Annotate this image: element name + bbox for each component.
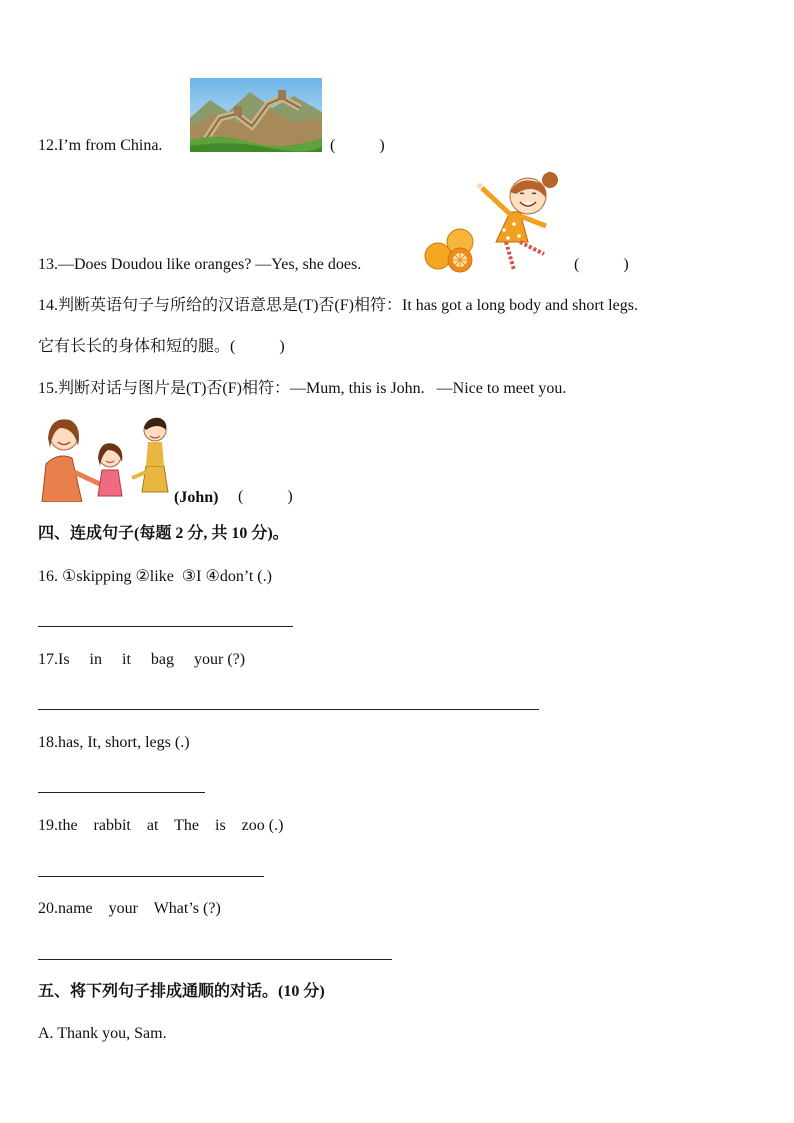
question-18-text: 18.has, It, short, legs (.)	[38, 734, 190, 751]
question-19-answer-line[interactable]	[38, 876, 264, 877]
question-14-text-line2[interactable]: 它有长长的身体和短的腿。( )	[38, 338, 285, 355]
question-17-answer-line[interactable]	[38, 709, 539, 710]
question-13-answer-parentheses[interactable]: ( )	[574, 256, 629, 273]
question-15-caption: (John)	[174, 489, 219, 506]
dialogue-sentence-a: A. Thank you, Sam.	[38, 1025, 167, 1042]
section-5-heading: 五、将下列句子排成通顺的对话。(10 分)	[38, 983, 325, 1000]
question-12-answer-parentheses[interactable]: ( )	[330, 137, 385, 154]
question-19-text: 19.the rabbit at The is zoo (.)	[38, 817, 284, 834]
section-4-heading: 四、连成句子(每题 2 分, 共 10 分)。	[38, 525, 289, 542]
question-18-answer-line[interactable]	[38, 792, 205, 793]
great-wall-picture	[190, 78, 322, 152]
question-14-text-line1: 14.判断英语句子与所给的汉语意思是(T)否(F)相符：It has got a long body and short legs.	[38, 297, 638, 314]
question-16-text: 16. ①skipping ②like ③I ④don’t (.)	[38, 568, 272, 585]
question-13-text: 13.—Does Doudou like oranges? —Yes, she does.	[38, 256, 362, 273]
question-15-answer-parentheses[interactable]: ( )	[238, 488, 293, 505]
question-20-text: 20.name your What’s (?)	[38, 900, 221, 917]
family-introduction-picture	[38, 412, 176, 502]
girl-with-oranges-picture	[424, 168, 566, 274]
question-12-text: 12.I’m from China.	[38, 137, 163, 154]
question-16-answer-line[interactable]	[38, 626, 293, 627]
question-17-text: 17.Is in it bag your (?)	[38, 651, 246, 668]
question-20-answer-line[interactable]	[38, 959, 392, 960]
question-15-text: 15.判断对话与图片是(T)否(F)相符：—Mum, this is John. —Nice to meet you.	[38, 380, 567, 397]
